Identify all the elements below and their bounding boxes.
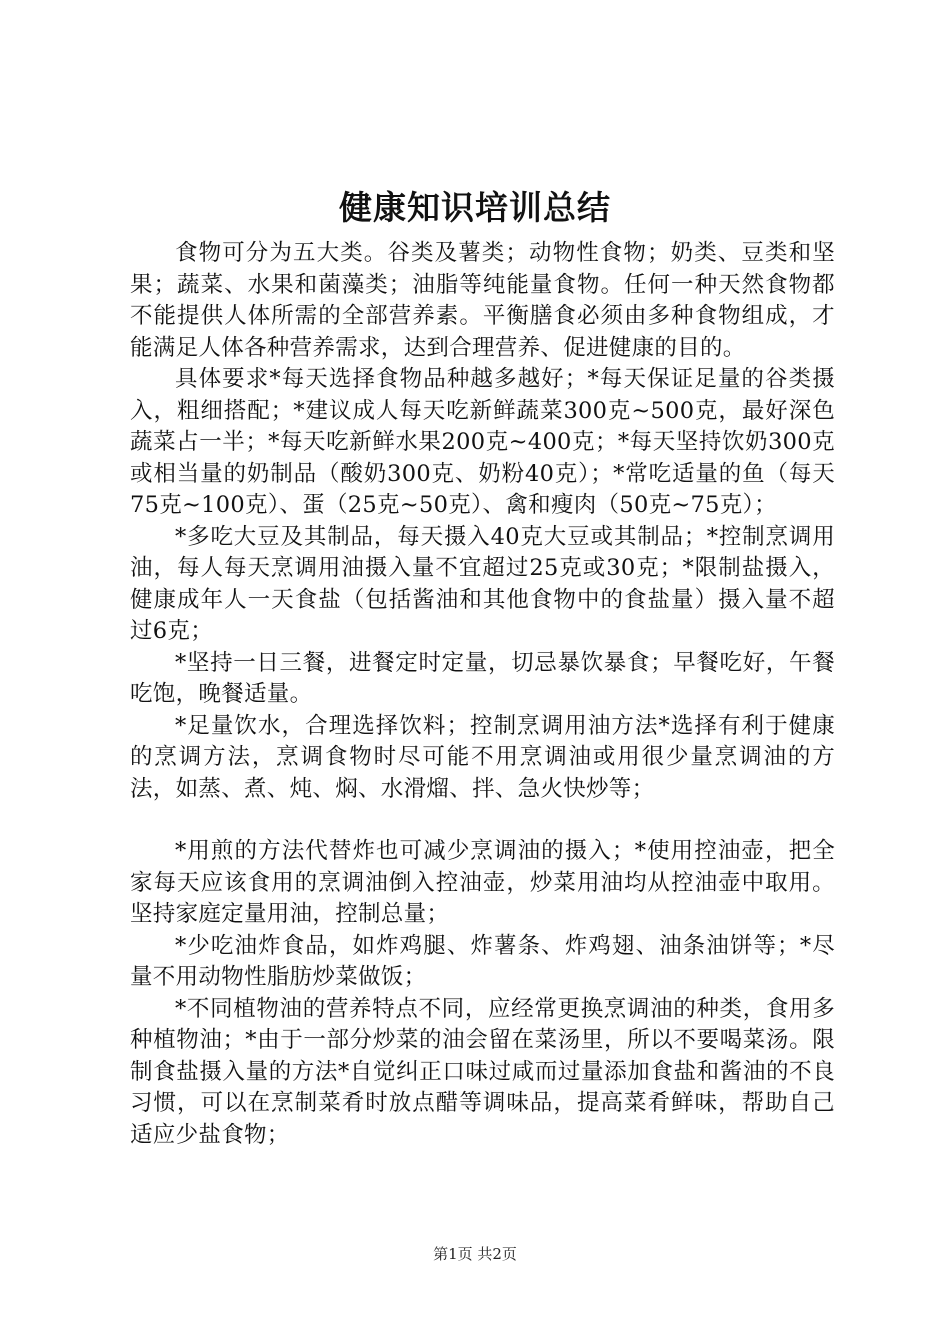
paragraph-soy-oil-salt: *多吃大豆及其制品，每天摄入40克大豆或其制品；*控制烹调用油，每人每天烹调用油摄入量不宜超过25克或30克；*限制盐摄入，健康成年人一天食盐（包括酱油和其他食物中的食盐量）摄入量不超过6克； [130,523,835,644]
paragraph-food-categories: 食物可分为五大类。谷类及薯类；动物性食物；奶类、豆类和坚果；蔬菜、水果和菌藻类；油脂等纯能量食物。任何一种天然食物都不能提供人体所需的全部营养素。平衡膳食必须由多种食物组成，才能满足人体各种营养需求，达到合理营养、促进健康的目的。 [130,240,835,361]
paragraph-vegetable-oil-salt: *不同植物油的营养特点不同，应经常更换烹调油的种类，食用多种植物油；*由于一部分炒菜的油会留在菜汤里，所以不要喝菜汤。限制食盐摄入量的方法*自觉纠正口味过咸而过量添加食盐和酱油的不良习惯，可以在烹制菜肴时放点醋等调味品，提高菜肴鲜味，帮助自己适应少盐食物； [130,995,835,1148]
document-title: 健康知识培训总结 [339,188,611,227]
paragraph-fried-food: *少吃油炸食品，如炸鸡腿、炸薯条、炸鸡翅、油条油饼等；*尽量不用动物性脂肪炒菜做饭； [130,932,835,990]
page-number-footer: 第1页 共2页 [433,1245,517,1263]
paragraph-three-meals: *坚持一日三餐，进餐定时定量，切忌暴饮暴食；早餐吃好，午餐吃饱，晚餐适量。 [130,649,835,707]
paragraph-drinking-cooking: *足量饮水，合理选择饮料；控制烹调用油方法*选择有利于健康的烹调方法，烹调食物时尽可能不用烹调油或用很少量烹调油的方法，如蒸、煮、炖、焖、水滑熘、拌、急火快炒等； [130,712,835,802]
document-body [130,238,835,1151]
paragraph-specific-requirements: 具体要求*每天选择食物品种越多越好；*每天保证足量的谷类摄入，粗细搭配；*建议成人每天吃新鲜蔬菜300克~500克，最好深色蔬菜占一半；*每天吃新鲜水果200克~400克；*每天坚持饮奶300克或相当量的奶制品（酸奶300克、奶粉40克）；*常吃适量的鱼（每天75克~100克）、蛋（25克~50克）、禽和瘦肉（50克~75克）； [130,366,835,518]
paragraph-frying-oil-pot: *用煎的方法代替炸也可减少烹调油的摄入；*使用控油壶，把全家每天应该食用的烹调油倒入控油壶，炒菜用油均从控油壶中取用。坚持家庭定量用油，控制总量； [130,838,835,927]
